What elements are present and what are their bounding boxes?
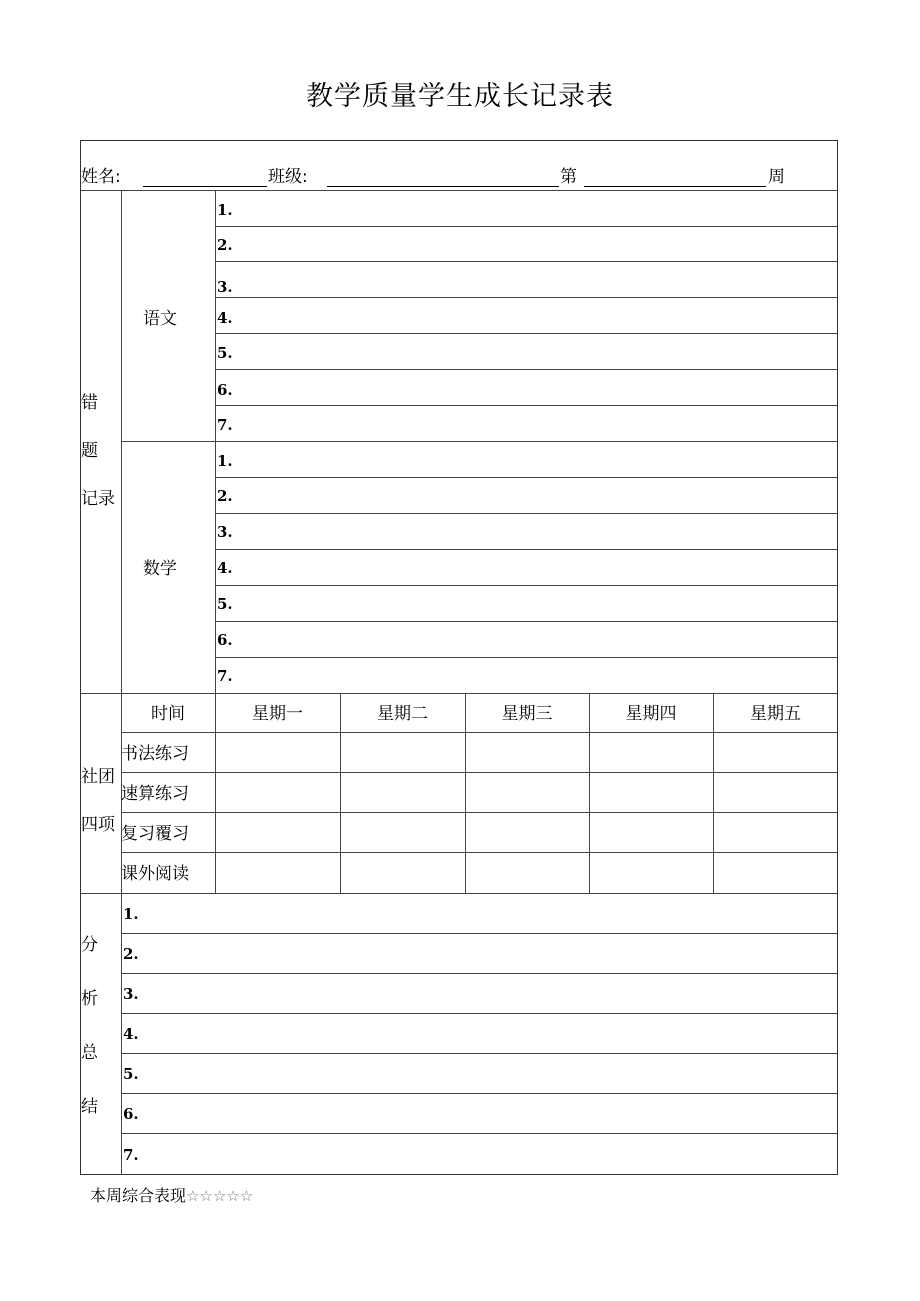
time-header: 时间: [151, 704, 185, 724]
chinese-item[interactable]: 4.: [217, 309, 233, 327]
weekly-rating: [90, 1183, 253, 1206]
name-label: 姓名:: [81, 167, 121, 187]
day-header: 星期四: [625, 704, 677, 724]
math-item[interactable]: 6.: [217, 631, 233, 649]
analysis-item[interactable]: 5.: [123, 1065, 139, 1083]
section-label-mistakes-2: 题: [81, 441, 98, 461]
chinese-item[interactable]: 1.: [217, 201, 233, 219]
day-header: 星期三: [501, 704, 553, 724]
analysis-item[interactable]: 7.: [123, 1146, 139, 1164]
math-item[interactable]: 1.: [217, 452, 233, 470]
activity-label: 课外阅读: [121, 864, 189, 884]
activity-label: 复习覆习: [121, 824, 189, 844]
analysis-item[interactable]: 4.: [123, 1025, 139, 1043]
record-table: [80, 140, 838, 1175]
subject-chinese: 语文: [143, 309, 177, 329]
math-item[interactable]: 2.: [217, 487, 233, 505]
divider: [81, 190, 838, 191]
activity-label: 书法练习: [121, 744, 189, 764]
subject-math: 数学: [143, 559, 177, 579]
chinese-item[interactable]: 6.: [217, 381, 233, 399]
divider: [121, 441, 838, 442]
week-prefix: 第: [560, 167, 577, 187]
divider: [81, 893, 838, 894]
weekly-rating-label: 本周综合表现: [90, 1186, 187, 1205]
week-field[interactable]: [584, 186, 766, 187]
analysis-item[interactable]: 1.: [123, 905, 139, 923]
math-item[interactable]: 5.: [217, 595, 233, 613]
section-label-analysis-4: 结: [81, 1097, 98, 1117]
analysis-item[interactable]: 3.: [123, 985, 139, 1003]
day-header: 星期五: [750, 704, 801, 724]
day-header: 星期二: [377, 704, 428, 724]
chinese-item[interactable]: 7.: [217, 416, 233, 434]
section-label-analysis-1: 分: [81, 935, 98, 955]
math-item[interactable]: 3.: [217, 523, 233, 541]
section-label-club-1: 社团: [81, 767, 115, 787]
section-label-analysis-3: 总: [81, 1043, 98, 1063]
analysis-item[interactable]: 6.: [123, 1105, 139, 1123]
math-item[interactable]: 4.: [217, 559, 233, 577]
section-label-club-2: 四项: [81, 815, 115, 835]
analysis-item[interactable]: 2.: [123, 945, 139, 963]
star-rating-icon[interactable]: ☆☆☆☆☆: [186, 1187, 254, 1205]
section-label-mistakes-3: 记录: [81, 489, 115, 509]
week-suffix: 周: [768, 167, 785, 187]
activity-label: 速算练习: [121, 784, 189, 804]
class-label: 班级:: [268, 167, 308, 187]
chinese-item[interactable]: 2.: [217, 236, 233, 254]
class-field[interactable]: [327, 186, 559, 187]
name-field[interactable]: [143, 186, 267, 187]
math-item[interactable]: 7.: [217, 667, 233, 685]
page-title: 教学质量学生成长记录表: [306, 81, 614, 112]
day-header: 星期一: [252, 704, 303, 724]
section-label-analysis-2: 析: [81, 989, 98, 1009]
divider: [81, 693, 838, 694]
chinese-item[interactable]: 3.: [217, 278, 233, 296]
chinese-item[interactable]: 5.: [217, 344, 233, 362]
section-label-mistakes-1: 错: [81, 393, 98, 413]
